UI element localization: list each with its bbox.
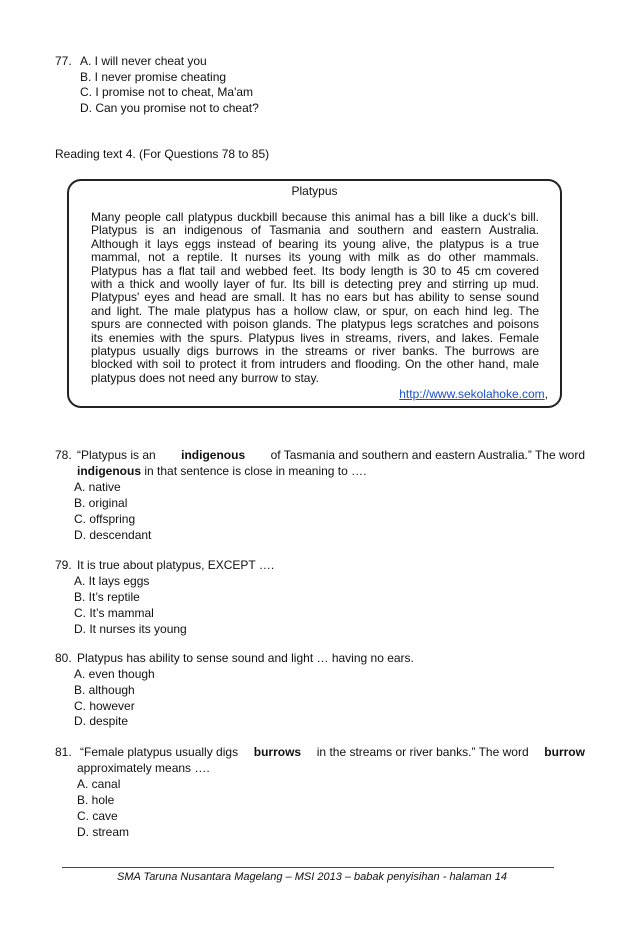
passage-line: Platypus is an indigenous of Tasmania and southern and eastern Australia. xyxy=(91,223,539,238)
option-a: A. canal xyxy=(77,777,121,791)
option-b: B. It’s reptile xyxy=(74,590,140,604)
option-a: A. It lays eggs xyxy=(74,574,150,588)
option-c: C. It’s mammal xyxy=(74,606,154,620)
option-b: B. original xyxy=(74,496,128,510)
question-number: 77. xyxy=(55,54,72,68)
stem-text: of Tasmania and southern and eastern Australia.” The word xyxy=(270,448,585,462)
question-number: 80. xyxy=(55,651,72,665)
reading-header: Reading text 4. (For Questions 78 to 85) xyxy=(55,147,270,161)
question-stem-line1 xyxy=(80,744,585,760)
passage-box xyxy=(67,179,562,408)
source-suffix: , xyxy=(544,387,548,401)
stem-keyword: indigenous xyxy=(181,448,246,462)
footer-divider xyxy=(62,867,554,868)
passage-line: spurs are connected with poison glands. The platypus legs scratches and poisons xyxy=(91,317,539,332)
stem-keyword: indigenous xyxy=(77,464,141,478)
passage-line: its enemies with the spurs. Platypus lives in streams, rivers, and lakes. Female xyxy=(91,330,539,345)
page-footer: SMA Taruna Nusantara Magelang – MSI 2013 – babak penyisihan - halaman 14 xyxy=(117,871,507,883)
passage-line: platypus usually digs burrows in the streams or river banks. The burrows are xyxy=(91,343,539,358)
passage-line: Although it lays eggs instead of bearing its young alive, the platypus is a true xyxy=(91,236,539,251)
option-d: D. It nurses its young xyxy=(74,622,187,636)
stem-keyword: burrow xyxy=(544,745,585,759)
stem-text: in the streams or river banks.” The word xyxy=(316,745,529,759)
passage-source xyxy=(399,387,548,401)
passage-line: platypus does not need any burrow to stay. xyxy=(91,370,319,385)
stem-keyword: burrows xyxy=(253,745,302,759)
question-number: 81. xyxy=(55,745,72,759)
passage-line: and light. The male platypus has a hollow claw, or spur, on each hind leg. The xyxy=(91,303,539,318)
option-a: A. native xyxy=(74,480,121,494)
option-d: D. Can you promise not to cheat? xyxy=(80,101,259,115)
option-a: A. I will never cheat you xyxy=(80,54,207,68)
option-c: C. however xyxy=(74,699,135,713)
option-d: D. stream xyxy=(77,825,130,839)
passage-line: Platypus has a flat tail and webbed feet. Its body length is 30 to 45 cm covered xyxy=(91,263,539,278)
passage-line: blocked with soil to protect it from intruders and flooding. On the other hand, male xyxy=(91,357,539,372)
option-c: C. cave xyxy=(77,809,118,823)
question-stem: Platypus has ability to sense sound and light … having no ears. xyxy=(77,651,414,665)
option-c: C. I promise not to cheat, Ma'am xyxy=(80,85,254,99)
question-stem: It is true about platypus, EXCEPT …. xyxy=(77,558,275,572)
stem-text: in that sentence is close in meaning to …. xyxy=(144,464,367,478)
passage-title: Platypus xyxy=(291,184,338,198)
question-stem-line1 xyxy=(77,447,585,463)
option-c: C. offspring xyxy=(74,512,136,526)
question-stem-line2: approximately means …. xyxy=(77,761,210,775)
passage-line: Many people call platypus duckbill because this animal has a bill like a duck's bill. xyxy=(91,210,539,224)
source-link[interactable]: http://www.sekolahoke.com xyxy=(399,387,545,401)
option-b: B. I never promise cheating xyxy=(80,70,227,84)
passage-line: mammal, not a reptile. It nurses its young with milk as do other mammals. xyxy=(91,250,539,265)
question-stem-line2 xyxy=(77,463,366,479)
question-number: 78. xyxy=(55,448,72,462)
passage-line: with a thick and woolly layer of fur. Its bill is detecting prey and stirring up mud. xyxy=(91,276,539,291)
option-b: B. although xyxy=(74,683,135,697)
stem-text: “Female platypus usually digs xyxy=(80,745,239,759)
option-a: A. even though xyxy=(74,667,155,681)
stem-text: “Platypus is an xyxy=(77,448,156,462)
option-d: D. descendant xyxy=(74,528,152,542)
option-b: B. hole xyxy=(77,793,115,807)
passage-body xyxy=(91,211,539,385)
passage-line: Platypus' eyes and head are small. It has no ears but has ability to sense sound xyxy=(91,290,539,305)
question-number: 79. xyxy=(55,558,72,572)
option-d: D. despite xyxy=(74,714,129,728)
